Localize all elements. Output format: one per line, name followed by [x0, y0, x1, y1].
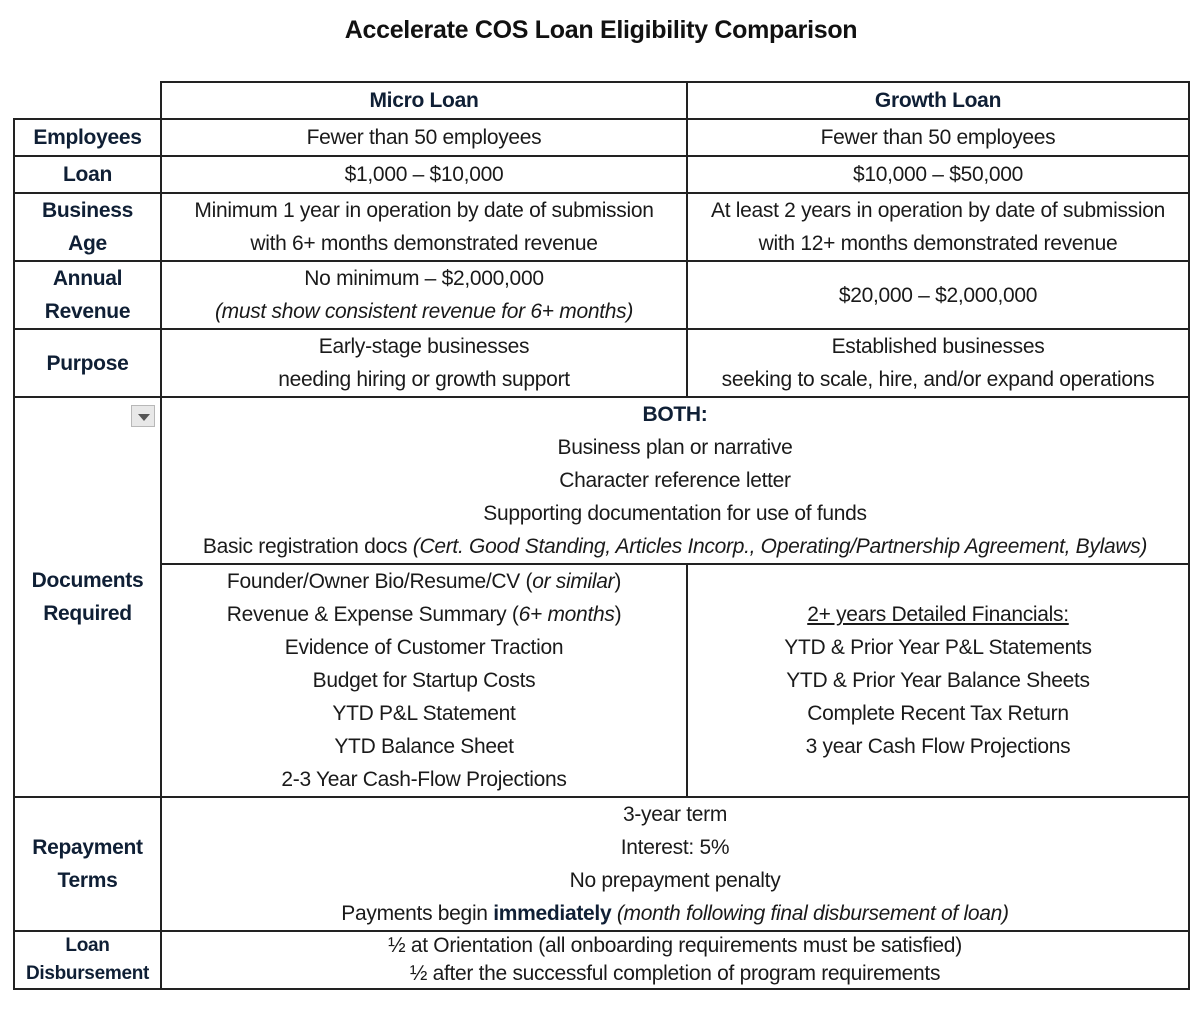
documents-required-label: [14, 397, 161, 797]
annual-revenue-label-line2: Revenue: [44, 300, 131, 323]
loan-label: Loan: [14, 156, 161, 193]
growth-doc-item: 3 year Cash Flow Projections: [805, 735, 1071, 758]
cell-dropdown-button[interactable]: [131, 405, 155, 427]
growth-loan-amount: $10,000 – $50,000: [687, 156, 1189, 193]
loan-row: [14, 156, 1189, 193]
both-heading: BOTH:: [642, 403, 708, 426]
documents-label-line2: Required: [43, 602, 132, 625]
purpose-row: [14, 329, 1189, 397]
business-age-row: [14, 193, 1189, 261]
micro-loan-amount: $1,000 – $10,000: [161, 156, 687, 193]
repayment-terms-label: [14, 797, 161, 931]
micro-employees: Fewer than 50 employees: [161, 119, 687, 156]
growth-loan-header: Growth Loan: [687, 82, 1189, 119]
employees-row: [14, 119, 1189, 156]
payments-prefix: Payments begin: [341, 902, 494, 925]
growth-doc-item: Complete Recent Tax Return: [807, 702, 1069, 725]
growth-doc-item: YTD & Prior Year Balance Sheets: [786, 669, 1090, 692]
micro-purpose-line2: needing hiring or growth support: [278, 368, 570, 391]
growth-financials-heading: 2+ years Detailed Financials:: [807, 603, 1069, 626]
repayment-item: Interest: 5%: [620, 836, 730, 859]
employees-label: Employees: [14, 119, 161, 156]
annual-revenue-label-line1: Annual: [52, 267, 123, 290]
growth-purpose-line1: Established businesses: [831, 335, 1045, 358]
registration-detail: (Cert. Good Standing, Articles Incorp., Operating/Partnership Agreement, Bylaws): [412, 535, 1148, 558]
growth-employees: Fewer than 50 employees: [687, 119, 1189, 156]
disbursement-label-line2: Disbursement: [25, 963, 150, 984]
document-title: Accelerate COS Loan Eligibility Comparison: [344, 16, 858, 44]
micro-doc-item: YTD Balance Sheet: [334, 735, 514, 758]
loan-disbursement-label: [14, 931, 161, 989]
rev-prefix: Revenue & Expense Summary (: [226, 603, 519, 626]
purpose-label: Purpose: [14, 329, 161, 397]
payments-note: (month following final disbursement of loan): [611, 902, 1009, 925]
rev-em: 6+ months: [518, 603, 615, 626]
rev-suffix: ): [614, 603, 622, 626]
micro-doc-revenue: [168, 598, 680, 631]
annual-revenue-row: [14, 261, 1189, 329]
chevron-down-icon: [138, 414, 150, 421]
growth-documents: [687, 564, 1189, 797]
micro-loan-header: Micro Loan: [161, 82, 687, 119]
disbursement-line2: ½ after the successful completion of program requirements: [409, 962, 941, 985]
documents-label-line1: Documents: [31, 569, 144, 592]
growth-business-age: [687, 193, 1189, 261]
bio-suffix: ): [614, 570, 622, 593]
micro-business-age-line2: with 6+ months demonstrated revenue: [250, 232, 598, 255]
repayment-label-line2: Terms: [57, 869, 118, 892]
disbursement-cell: [161, 931, 1189, 989]
header-row: [14, 82, 1189, 119]
documents-specific-row: [14, 564, 1189, 797]
micro-doc-item: YTD P&L Statement: [332, 702, 516, 725]
both-item: Character reference letter: [559, 469, 791, 492]
micro-doc-item: Evidence of Customer Traction: [284, 636, 564, 659]
micro-revenue-range: No minimum – $2,000,000: [304, 267, 544, 290]
growth-business-age-line2: with 12+ months demonstrated revenue: [758, 232, 1118, 255]
micro-doc-item: 2-3 Year Cash-Flow Projections: [281, 768, 567, 791]
micro-purpose: [161, 329, 687, 397]
business-age-label: [14, 193, 161, 261]
repayment-item: No prepayment penalty: [569, 869, 781, 892]
annual-revenue-label: [14, 261, 161, 329]
micro-business-age-line1: Minimum 1 year in operation by date of submission: [194, 199, 654, 222]
micro-documents: [161, 564, 687, 797]
micro-doc-bio: [168, 565, 680, 598]
repayment-item: 3-year term: [622, 803, 728, 826]
micro-annual-revenue: [161, 261, 687, 329]
bio-prefix: Founder/Owner Bio/Resume/CV (: [226, 570, 533, 593]
growth-doc-item: YTD & Prior Year P&L Statements: [784, 636, 1092, 659]
disbursement-label-line1: Loan: [65, 935, 110, 956]
micro-doc-item: Budget for Startup Costs: [312, 669, 536, 692]
micro-business-age: [161, 193, 687, 261]
micro-revenue-note: (must show consistent revenue for 6+ months): [214, 300, 634, 323]
growth-purpose: [687, 329, 1189, 397]
repayment-row: [14, 797, 1189, 931]
repayment-cell: [161, 797, 1189, 931]
documents-both-row: [14, 397, 1189, 564]
eligibility-table: [13, 81, 1190, 990]
growth-purpose-line2: seeking to scale, hire, and/or expand operations: [721, 368, 1155, 391]
documents-both-cell: [161, 397, 1189, 564]
business-age-label-line2: Age: [68, 232, 107, 255]
both-item: Supporting documentation for use of funds: [483, 502, 867, 525]
payments-begin: [168, 897, 1182, 930]
both-item: Business plan or narrative: [557, 436, 793, 459]
bio-em: or similar: [532, 570, 615, 593]
micro-purpose-line1: Early-stage businesses: [318, 335, 530, 358]
repayment-label-line1: Repayment: [32, 836, 143, 859]
growth-business-age-line1: At least 2 years in operation by date of submission: [711, 199, 1165, 222]
payments-bold: immediately: [493, 902, 612, 925]
growth-annual-revenue: $20,000 – $2,000,000: [687, 261, 1189, 329]
registration-prefix: Basic registration docs: [202, 535, 413, 558]
registration-docs: [168, 530, 1182, 563]
business-age-label-line1: Business: [42, 199, 133, 222]
disbursement-row: [14, 931, 1189, 989]
corner-cell: [14, 82, 161, 119]
disbursement-line1: ½ at Orientation (all onboarding requirements must be satisfied): [388, 934, 962, 957]
